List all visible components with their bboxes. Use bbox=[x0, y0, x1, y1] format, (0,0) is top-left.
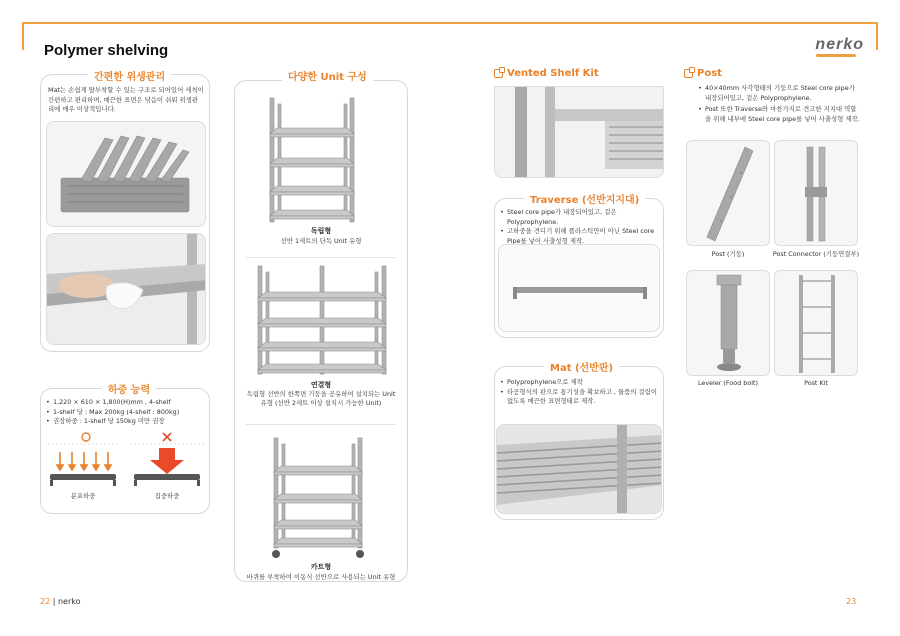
traverse-illustration bbox=[499, 245, 660, 332]
vented-shelf-illustration bbox=[495, 87, 664, 178]
units-divider-2 bbox=[246, 424, 396, 425]
post-heading-text: Post bbox=[697, 68, 722, 79]
leveler-label: Leveler (Food bolt) bbox=[697, 379, 759, 387]
frame-right-line bbox=[876, 22, 878, 50]
ok-circle-icon bbox=[82, 433, 90, 441]
cart-unit-illustration bbox=[266, 434, 370, 560]
distributed-load-label: 분포하중 bbox=[70, 492, 96, 500]
load-bullet-3: • 권장하중 : 1-shelf 당 150kg 미만 권장 bbox=[46, 417, 206, 427]
section-icon bbox=[494, 69, 503, 78]
standalone-unit-illustration bbox=[262, 94, 362, 224]
traverse-bullet-1: • Steel core pipe가 내장되어있고, 겉은 Polyprophylene. bbox=[500, 208, 658, 227]
leveler-photo bbox=[686, 270, 770, 376]
wheel-icon bbox=[272, 550, 280, 558]
units-heading: 다양한 Unit 구성 bbox=[282, 68, 373, 83]
mat-illustration bbox=[497, 425, 662, 514]
standalone-unit-name: 독립형 bbox=[310, 227, 332, 235]
distributed-load-diagram bbox=[48, 432, 118, 488]
hygiene-text: Mat는 손쉽게 탈부착할 수 있는 구조로 되어있어 세척이 간편하고 편리하며, 매끈한 표면은 닦음이 쉬워 위생관리에 매우 이상적입니다. bbox=[48, 86, 204, 113]
mat-heading: Mat (선반판) bbox=[544, 359, 619, 374]
wiping-shelf-photo bbox=[46, 233, 206, 345]
concentrated-load-diagram bbox=[130, 432, 204, 488]
vented-heading-text: Vented Shelf Kit bbox=[507, 68, 599, 79]
mat-bullet-2: • 타공형식의 판으로 통기성을 확보하고 , 물품의 걸림이 없도록 매끈한 표면형태로 제작. bbox=[500, 388, 658, 407]
post-kit-photo bbox=[774, 270, 858, 376]
traverse-photo bbox=[498, 244, 660, 332]
vented-heading bbox=[494, 68, 599, 79]
mat-bullet-1: • Polyprophylene으로 제작 bbox=[500, 378, 658, 388]
connected-unit-desc: 독립형 선반의 한쪽면 기둥을 공유하여 설치되는 Unit 유형 (선반 2세트 이상 설치시 가능한 Unit) bbox=[246, 390, 396, 407]
frame-left-line bbox=[22, 22, 24, 50]
cart-unit-desc: 바퀴를 부착하여 이동식 선반으로 사용되는 Unit 유형 bbox=[246, 573, 396, 581]
section-icon bbox=[684, 69, 693, 78]
concentrated-load-label: 집중하중 bbox=[154, 492, 180, 500]
post-photo bbox=[686, 140, 770, 246]
load-heading: 하중 능력 bbox=[102, 381, 156, 396]
cart-unit-name: 카트형 bbox=[310, 563, 332, 571]
not-recommended-x-icon bbox=[163, 433, 171, 441]
units-divider-1 bbox=[246, 257, 396, 258]
post-heading bbox=[684, 68, 722, 79]
page-title: Polymer shelving bbox=[44, 42, 169, 59]
wiping-illustration bbox=[47, 234, 206, 345]
standalone-unit-desc: 선반 1세트의 단독 Unit 유형 bbox=[280, 237, 362, 245]
connected-unit-illustration bbox=[254, 264, 390, 376]
mat-rack-illustration bbox=[47, 122, 206, 227]
post-bullet-2: • Post 또한 Traverse와 마찬가지로 견고한 지지대 역할을 위해 내부에 Steel core pipe를 넣어 사출성형 제작. bbox=[698, 105, 862, 124]
left-page-number bbox=[40, 597, 81, 606]
post-connector-photo bbox=[774, 140, 858, 246]
connected-unit-name: 연결형 bbox=[310, 381, 332, 389]
post-kit-label: Post Kit bbox=[804, 379, 828, 387]
brand-logo: nerko bbox=[815, 36, 864, 53]
post-label: Post (기둥) bbox=[711, 250, 745, 258]
traverse-bullets bbox=[500, 208, 658, 246]
left-page-separator: | bbox=[52, 597, 56, 606]
frame-top-line bbox=[22, 22, 878, 24]
load-bullets bbox=[46, 398, 206, 427]
mat-rack-photo bbox=[46, 121, 206, 227]
traverse-bullet-2: • 고하중을 견디기 위해 플라스틱만이 아닌 Steel core Pipe를 넣어 사출성형 제작. bbox=[500, 227, 658, 246]
logo-underline bbox=[816, 54, 856, 57]
mat-photo bbox=[496, 424, 662, 514]
post-bullet-1: • 40×40mm 사각형태의 기둥으로 Steel core pipe가 내장되어있고, 겉은 Polyprophylene. bbox=[698, 84, 862, 103]
post-connector-label: Post Connector (기둥연결부) bbox=[772, 250, 860, 258]
load-bullet-1: • 1,220 × 610 × 1,800(H)mm , 4-shelf bbox=[46, 398, 206, 408]
load-bullet-2: • 1-shelf 당 : Max 200kg (4-shelf : 800kg) bbox=[46, 408, 206, 418]
left-page-brand: nerko bbox=[57, 597, 81, 606]
traverse-heading: Traverse (선반지지대) bbox=[524, 191, 645, 206]
post-bullets bbox=[698, 84, 862, 124]
right-page-number: 23 bbox=[846, 597, 857, 606]
mat-bullets bbox=[500, 378, 658, 407]
vented-shelf-photo bbox=[494, 86, 664, 178]
left-page-number-value: 22 bbox=[40, 597, 51, 606]
hygiene-heading: 간편한 위생관리 bbox=[88, 68, 171, 83]
